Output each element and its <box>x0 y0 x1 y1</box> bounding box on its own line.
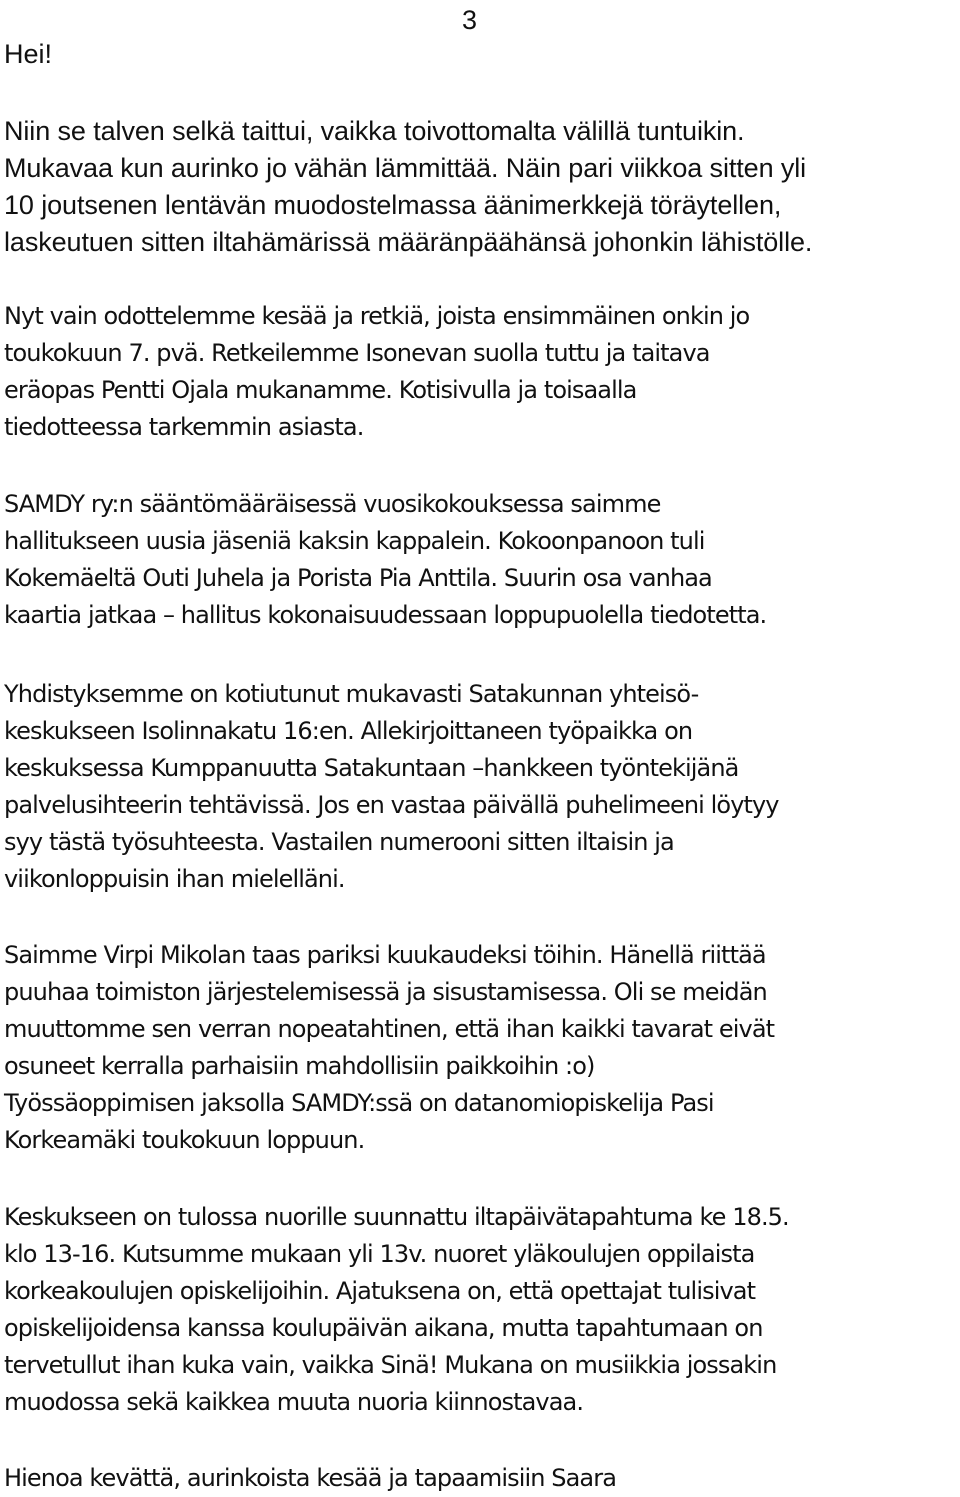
text-line: laskeutuen sitten iltahämärissä määränpäähänsä johonkin lähistölle. <box>4 227 813 257</box>
text-line: Kokemäeltä Outi Juhela ja Porista Pia Anttila. Suurin osa vanhaa <box>4 564 712 592</box>
text-line: Keskukseen on tulossa nuorille suunnattu iltapäivätapahtuma ke 18.5. <box>4 1203 789 1231</box>
paragraph-intro <box>4 113 812 261</box>
text-line: palvelusihteerin tehtävissä. Jos en vastaa päivällä puhelimeeni löytyy <box>4 791 779 819</box>
text-line: viikonloppuisin ihan mielelläni. <box>4 865 345 893</box>
text-line: tervetullut ihan kuka vain, vaikka Sinä! Mukana on musiikkia jossakin <box>4 1351 777 1379</box>
text-line: toukokuun 7. pvä. Retkeilemme Isonevan suolla tuttu ja taitava <box>4 339 710 367</box>
text-line: keskuksessa Kumppanuutta Satakuntaan –hankkeen työntekijänä <box>4 754 739 782</box>
text-line: Korkeamäki toukokuun loppuun. <box>4 1126 365 1154</box>
text-line: osuneet kerralla parhaisiin mahdollisiin paikkoihin :o) <box>4 1052 595 1080</box>
greeting: Hei! <box>4 39 53 69</box>
text-line: muuttomme sen verran nopeatahtinen, että ihan kaikki tavarat eivät <box>4 1015 775 1043</box>
text-line: Yhdistyksemme on kotiutunut mukavasti Satakunnan yhteisö- <box>4 680 699 708</box>
paragraph-annual-meeting <box>4 486 766 634</box>
text-line: tiedotteessa tarkemmin asiasta. <box>4 413 364 441</box>
text-line: Mukavaa kun aurinko jo vähän lämmittää. Näin pari viikkoa sitten yli <box>4 153 807 183</box>
text-line: puuhaa toimiston järjestelemisessä ja sisustamisessa. Oli se meidän <box>4 978 767 1006</box>
paragraph-youth-event <box>4 1199 789 1421</box>
paragraph-excursion <box>4 298 749 446</box>
text-line: opiskelijoidensa kanssa koulupäivän aikana, mutta tapahtumaan on <box>4 1314 763 1342</box>
paragraph-community-center <box>4 676 779 898</box>
paragraph-staff <box>4 937 774 1159</box>
text-line: Niin se talven selkä taittui, vaikka toivottomalta välillä tuntuikin. <box>4 116 745 146</box>
text-line: keskukseen Isolinnakatu 16:en. Allekirjoittaneen työpaikka on <box>4 717 693 745</box>
text-line: Nyt vain odottelemme kesää ja retkiä, joista ensimmäinen onkin jo <box>4 302 750 330</box>
text-line: kaartia jatkaa – hallitus kokonaisuudessaan loppupuolella tiedotetta. <box>4 601 767 629</box>
text-line: eräopas Pentti Ojala mukanamme. Kotisivulla ja toisaalla <box>4 376 637 404</box>
text-line: 10 joutsenen lentävän muodostelmassa äänimerkkejä töräytellen, <box>4 190 782 220</box>
text-line: klo 13-16. Kutsumme mukaan yli 13v. nuoret yläkoulujen oppilaista <box>4 1240 755 1268</box>
closing-signature: Hienoa kevättä, aurinkoista kesää ja tapaamisiin Saara <box>4 1464 616 1492</box>
text-line: hallitukseen uusia jäseniä kaksin kappalein. Kokoonpanoon tuli <box>4 527 705 555</box>
text-line: muodossa sekä kaikkea muuta nuoria kiinnostavaa. <box>4 1388 584 1416</box>
text-line: Työssäoppimisen jaksolla SAMDY:ssä on datanomiopiskelija Pasi <box>4 1089 714 1117</box>
text-line: Saimme Virpi Mikolan taas pariksi kuukaudeksi töihin. Hänellä riittää <box>4 941 766 969</box>
text-line: SAMDY ry:n sääntömääräisessä vuosikokouksessa saimme <box>4 490 661 518</box>
page-number: 3 <box>462 5 478 35</box>
text-line: korkeakoulujen opiskelijoihin. Ajatuksena on, että opettajat tulisivat <box>4 1277 756 1305</box>
text-line: syy tästä työsuhteesta. Vastailen numerooni sitten iltaisin ja <box>4 828 674 856</box>
